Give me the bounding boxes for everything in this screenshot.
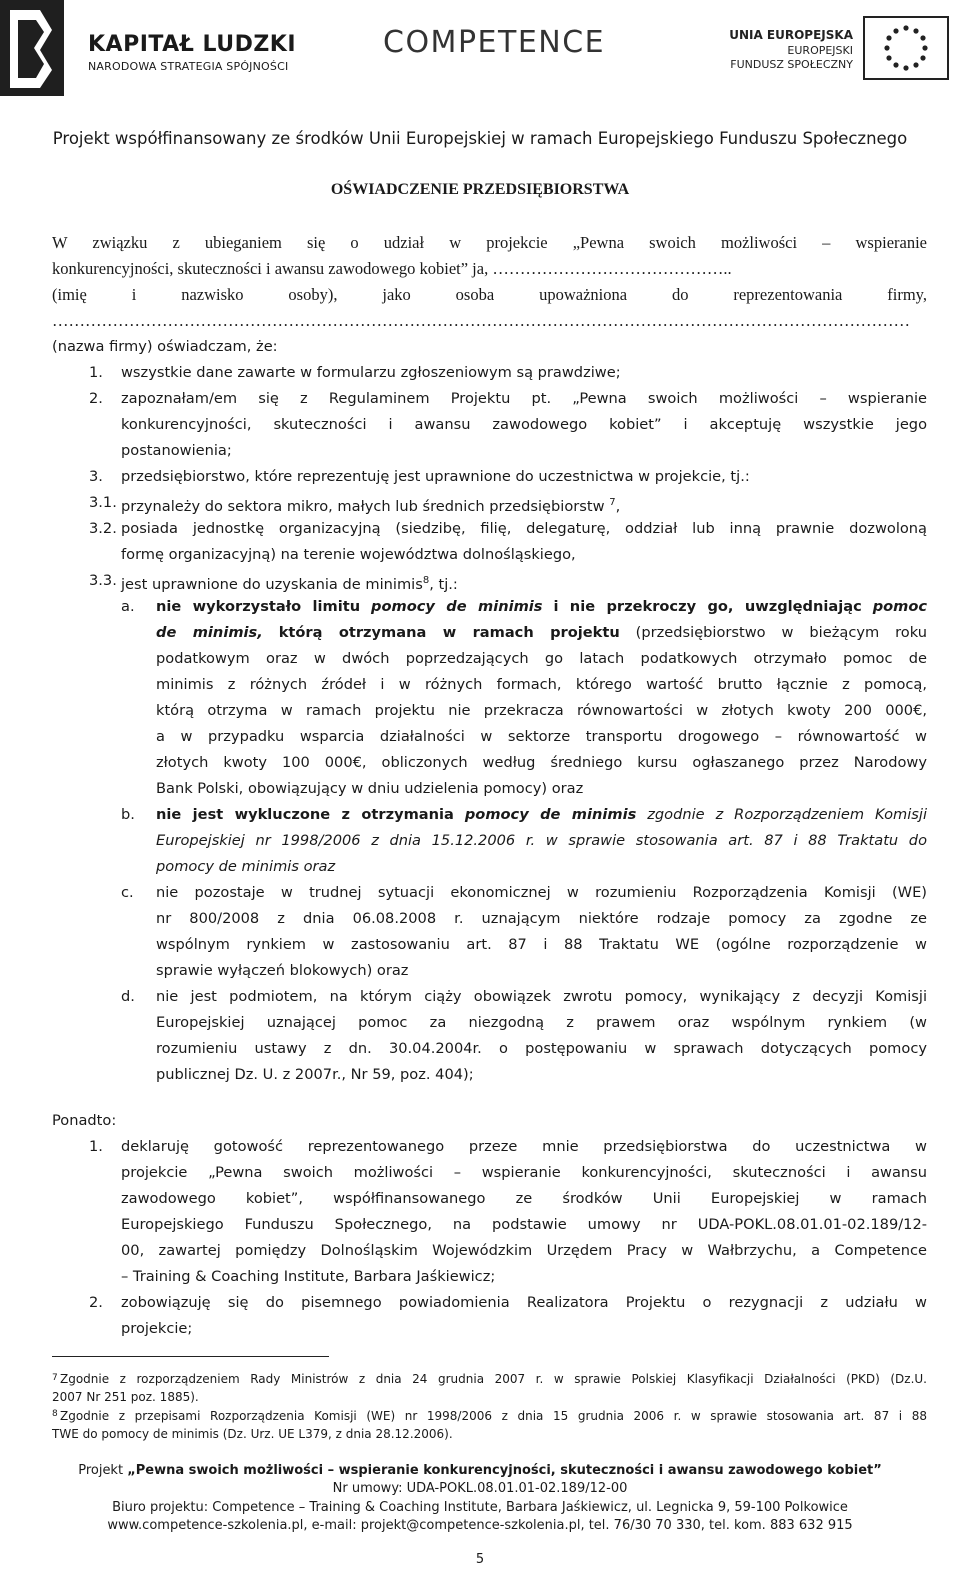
ponadto-2-line2: projekcie; [121, 1320, 193, 1337]
page-number: 5 [475, 1552, 485, 1567]
footnote-ref-8: 8 [422, 575, 430, 586]
sub-a-line5: którą otrzyma w ramach projektu nie przekracza równowartości w złotych kwoty 200 000€, [156, 702, 927, 719]
footer-project: Projekt „Pewna swoich możliwości – wspieranie konkurencyjności, skuteczności i awansu zawodowego kobiet” [78, 1463, 882, 1478]
footnote-8-line1: Zgodnie z przepisami Rozporządzenia Komisji (WE) nr 1998/2006 z dnia 15 grudnia 2006 r. w sprawie stosowania art. 87 i 88 [60, 1409, 927, 1423]
sub-a-line1: nie wykorzystało limitu pomocy de minimis i nie przekroczy go, uwzględniając pomoc [156, 598, 928, 615]
item-2-text-a: zapoznałam/em się z Regulaminem Projektu pt. „Pewna swoich możliwości – wspieranie [121, 390, 927, 407]
ponadto-1-line6: – Training & Coaching Institute, Barbara Jaśkiewicz; [121, 1268, 496, 1285]
sub-a-line4: minimis z różnych źródeł i w różnych formach, którego wartość brutto łącznie z pomocą, [156, 676, 927, 693]
ponadto-1-line1: deklaruję gotowość reprezentowanego przeze mnie przedsiębiorstwa do uczestnictwa w [121, 1138, 927, 1155]
eu-logo-line2: EUROPEJSKI [787, 44, 853, 57]
ponadto-1-number: 1. [89, 1138, 103, 1155]
footnote-ref-7: 7 [609, 497, 616, 508]
eu-logo [720, 10, 960, 90]
sub-a-line2: de minimis, którą otrzymana w ramach projektu (przedsiębiorstwo w bieżącym roku [156, 624, 927, 641]
sub-b-line1: nie jest wykluczone z otrzymania pomocy de minimis zgodnie z Rozporządzeniem Komisji [156, 806, 927, 823]
intro-line2: konkurencyjności, skuteczności i awansu zawodowego kobiet” ja, …………………………………….. [52, 259, 732, 278]
item-3-2-text-b: formę organizacyjną) na terenie województwa dolnośląskiego, [121, 546, 576, 563]
sub-c-line1: nie pozostaje w trudnej sytuacji ekonomicznej w rozumieniu Rozporządzenia Komisji (WE) [156, 884, 927, 901]
footnote-8-number: 8 [52, 1409, 58, 1419]
sub-a-label: a. [121, 598, 135, 615]
item-1-number: 1. [89, 364, 103, 381]
footer-contract: Nr umowy: UDA-POKL.08.01.01-02.189/12-00 [332, 1481, 628, 1496]
cofinancing-note: Projekt współfinansowany ze środków Unii Europejskiej w ramach Europejskiego Funduszu Społecznego [52, 129, 908, 148]
footnote-7-number: 7 [52, 1373, 58, 1383]
ponadto-1-line4: Europejskiego Funduszu Społecznego, na podstawie umowy nr UDA-POKL.08.01.01-02.189/12- [121, 1216, 927, 1233]
footer-contact: www.competence-szkolenia.pl, e-mail: projekt@competence-szkolenia.pl, tel. 76/30 70 330, tel. kom. 883 632 915 [107, 1518, 853, 1533]
sub-a-line6: a w przypadku wsparcia działalności w sektorze transportu drogowego – równowartość w [156, 728, 927, 745]
item-2-text-b: konkurencyjności, skuteczności i awansu zawodowego kobiet” i akceptuję wszystkie jego [121, 416, 927, 433]
item-1-text: wszystkie dane zawarte w formularzu zgłoszeniowym są prawdziwe; [121, 364, 621, 381]
ponadto-label: Ponadto: [52, 1112, 117, 1129]
sub-d-line2: Europejskiej uznającej pomoc za niezgodną z prawem oraz wspólnym rynkiem (w [156, 1014, 927, 1031]
sub-c-line2: nr 800/2008 z dnia 06.08.2008 r. uznającym niektóre rodzaje pomocy za zgodne ze [156, 910, 927, 927]
item-3-3-number: 3.3. [89, 572, 117, 589]
intro-line3: (imię i nazwisko osoby), jako osoba upoważniona do reprezentowania firmy, [52, 285, 927, 304]
page-title: OŚWIADCZENIE PRZEDSIĘBIORSTWA [330, 181, 630, 198]
kapital-ludzki-title: KAPITAŁ LUDZKI [88, 32, 297, 57]
ponadto-1-line3: zawodowego kobiet”, współfinansowanego ze środków Unii Europejskiej w ramach [121, 1190, 927, 1207]
sub-d-line1: nie jest podmiotem, na którym ciąży obowiązek zwrotu pomocy, wynikający z decyzji Komisji [156, 988, 927, 1005]
sub-b-line2: Europejskiej nr 1998/2006 z dnia 15.12.2006 r. w sprawie stosowania art. 87 i 88 Traktatu do [156, 832, 927, 849]
kapital-ludzki-subtitle: NARODOWA STRATEGIA SPÓJNOŚCI [88, 60, 289, 73]
ponadto-2-number: 2. [89, 1294, 103, 1311]
footnote-7-line2: 2007 Nr 251 poz. 1885). [52, 1390, 199, 1404]
footnote-7-line1: Zgodnie z rozporządzeniem Rady Ministrów z dnia 24 grudnia 2007 r. w sprawie Polskiej Klasyfikacji Działalności (PKD) (Dz.U. [60, 1372, 927, 1386]
item-2-number: 2. [89, 390, 103, 407]
intro-line1: W związku z ubieganiem się o udział w projekcie „Pewna swoich możliwości – wspieranie [52, 233, 927, 252]
eu-logo-line3: FUNDUSZ SPOŁECZNY [730, 58, 853, 71]
item-3-2-number: 3.2. [89, 520, 117, 537]
sub-a-line7: złotych kwoty 100 000€, obliczonych według średniego kursu ogłaszanego przez Narodowy [156, 754, 927, 771]
sub-c-line4: sprawie wyłączeń blokowych) oraz [156, 962, 409, 979]
ponadto-1-line5: 00, zawartej pomiędzy Dolnośląskim Wojewódzkim Urzędem Pracy w Wałbrzychu, a Competence [121, 1242, 927, 1259]
intro-line5: (nazwa firmy) oświadczam, że: [52, 338, 278, 355]
sub-c-line3: wspólnym rynkiem w zastosowaniu art. 87 i 88 Traktatu WE (ogólne rozporządzenie w [156, 936, 927, 953]
footnote-separator [52, 1356, 329, 1357]
footer-office: Biuro projektu: Competence – Training & Coaching Institute, Barbara Jaśkiewicz, ul. Legnicka 9, 59-100 Polkowice [112, 1500, 848, 1515]
item-3-2-text-a: posiada jednostkę organizacyjną (siedzibę, filię, delegaturę, oddział lub inną prawnie dozwoloną [121, 520, 927, 537]
sub-d-line4: publicznej Dz. U. z 2007r., Nr 59, poz. 404); [156, 1066, 474, 1083]
eu-logo-line1: UNIA EUROPEJSKA [729, 28, 853, 42]
sub-b-label: b. [121, 806, 135, 823]
sub-d-label: d. [121, 988, 135, 1005]
kapital-ludzki-emblem-icon [0, 0, 64, 96]
sub-d-line3: rozumieniu ustawy z dn. 30.04.2004r. o postępowaniu w sprawach dotyczących pomocy [156, 1040, 927, 1057]
intro-line4: ………………………………………………………………………………………………………………………………………… [52, 311, 910, 330]
footnote-8-line2: TWE do pomocy de minimis (Dz. Urz. UE L379, z dnia 28.12.2006). [52, 1427, 453, 1441]
item-3-1-number: 3.1. [89, 494, 117, 511]
item-2-text-c: postanowienia; [121, 442, 232, 459]
competence-logo: COMPETENCE [383, 25, 606, 60]
sub-b-line3: pomocy de minimis oraz [156, 858, 336, 875]
ponadto-2-line1: zobowiązuję się do pisemnego powiadomienia Realizatora Projektu o rezygnacji z udziału w [121, 1294, 927, 1311]
sub-a-line8: Bank Polski, obowiązujący w dniu udzielenia pomocy) oraz [156, 780, 584, 797]
item-3-number: 3. [89, 468, 103, 485]
sub-c-label: c. [121, 884, 134, 901]
kapital-ludzki-logo [0, 0, 300, 100]
item-3-text: przedsiębiorstwo, które reprezentuję jest uprawnione do uczestnictwa w projekcie, tj.: [121, 468, 750, 485]
ponadto-1-line2: projekcie „Pewna swoich możliwości – wspieranie konkurencyjności, skuteczności i awansu [121, 1164, 927, 1181]
sub-a-line3: podatkowym oraz w dwóch poprzedzających go latach podatkowych otrzymało pomoc de [156, 650, 927, 667]
item-3-1-text: przynależy do sektora mikro, małych lub średnich przedsiębiorstw $^7$, [121, 497, 621, 515]
eu-flag-icon [863, 16, 949, 80]
item-3-3-text: jest uprawnione do uzyskania de minimis$^8$, tj.: [121, 575, 458, 593]
